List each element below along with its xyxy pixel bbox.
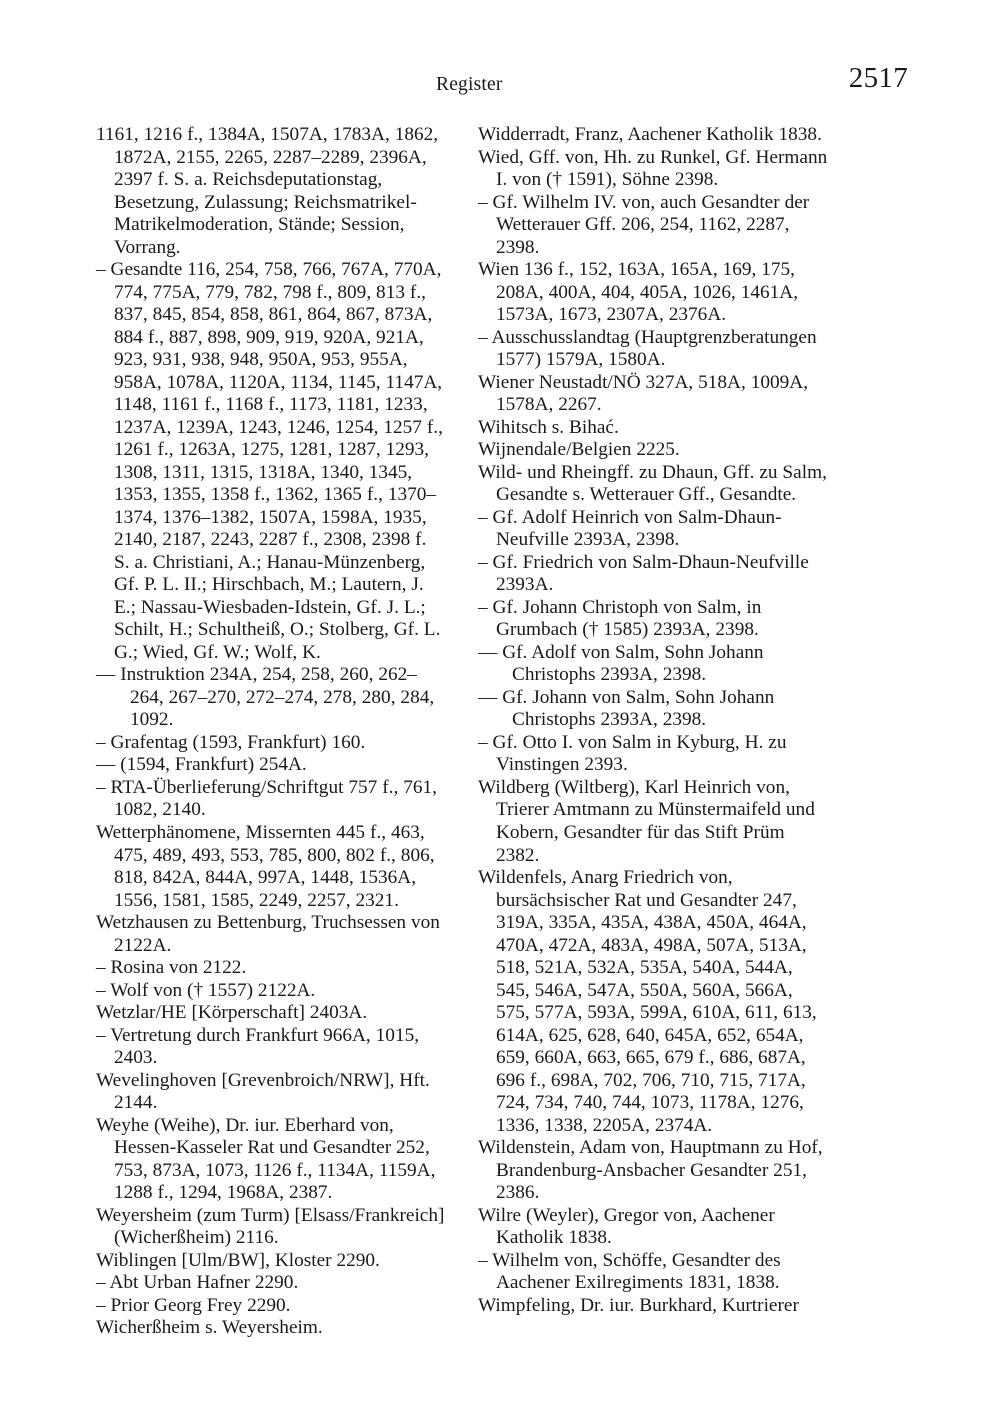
- index-entry: Wilre (Weyler), Gregor von, Aachener Katholik 1838.: [478, 1204, 775, 1249]
- index-columns: [96, 124, 908, 1340]
- index-entry: – Gf. Otto I. von Salm in Kyburg, H. zu Vinstingen 2393.: [478, 731, 787, 776]
- index-entry: Wetzhausen zu Bettenburg, Truchsessen von 2122A.: [96, 912, 440, 956]
- index-entry: Widderradt, Franz, Aachener Katholik 1838.: [478, 124, 822, 145]
- running-head: [96, 62, 908, 108]
- index-entry: – Wolf von († 1557) 2122A.: [96, 979, 316, 1001]
- index-entry: Wetzlar/HE [Körperschaft] 2403A.: [96, 1002, 368, 1024]
- index-entry: Wied, Gff. von, Hh. zu Runkel, Gf. Hermann I. von († 1591), Söhne 2398.: [478, 146, 828, 191]
- index-entry: – Ausschusslandtag (Hauptgrenzberatungen 1577) 1579A, 1580A.: [478, 326, 817, 371]
- index-entry: Wihitsch s. Bihać.: [478, 416, 619, 438]
- index-entry: –– Instruktion 234A, 254, 258, 260, 262–264, 267–270, 272–274, 278, 280, 284, 1092.: [96, 664, 435, 731]
- index-entry: –– Gf. Adolf von Salm, Sohn Johann Christophs 2393A, 2398.: [478, 641, 764, 686]
- index-entry: Wevelinghoven [Grevenbroich/NRW], Hft. 2144.: [96, 1069, 430, 1114]
- running-head-title: Register: [436, 74, 503, 95]
- index-entry: – Gf. Johann Christoph von Salm, in Grumbach († 1585) 2393A, 2398.: [478, 596, 762, 641]
- index-entry: Wijnendale/Belgien 2225.: [478, 439, 680, 461]
- index-entry: – Gf. Adolf Heinrich von Salm-Dhaun-Neufville 2393A, 2398.: [478, 506, 782, 551]
- index-entry: – Gf. Wilhelm IV. von, auch Gesandter der Wetterauer Gff. 206, 254, 1162, 2287, 2398.: [478, 191, 810, 258]
- index-entry: Wien 136 f., 152, 163A, 165A, 169, 175, 208A, 400A, 404, 405A, 1026, 1461A, 1573A, 1673, 2307A, 2376A.: [478, 259, 799, 326]
- index-entry: Wetterphänomene, Missernten 445 f., 463, 475, 489, 493, 553, 785, 800, 802 f., 806, 818, 842A, 844A, 997A, 1448, 1536A, 1556, 1581, 1585, 2249, 2257, 2321.: [96, 821, 435, 911]
- index-entry: Weyersheim (zum Turm) [Elsass/Frankreich] (Wicherßheim) 2116.: [96, 1204, 445, 1249]
- index-entry: Wimpfeling, Dr. iur. Burkhard, Kurtrierer: [478, 1294, 799, 1316]
- index-entry: – Vertretung durch Frankfurt 966A, 1015, 2403.: [96, 1024, 420, 1069]
- index-entry: Wiener Neustadt/NÖ 327A, 518A, 1009A, 1578A, 2267.: [478, 371, 809, 416]
- index-entry: Wildenfels, Anarg Friedrich von, bursächsischer Rat und Gesandter 247, 319A, 335A, 435A, 438A, 450A, 464A, 470A, 472A, 483A, 498A, 507A, 513A, 518, 521A, 532A, 535A, 540A, 544A, 545, 546A, 547A, 550A, 560A, 566A, 575, 577A, 593A, 599A, 610A, 611, 613, 614A, 625, 628, 640, 645A, 652, 654A, 659, 660A, 663, 665, 679 f., 686, 687A, 696 f., 698A, 702, 706, 710, 715, 717A, 724, 734, 740, 744, 1073, 1178A, 1276, 1336, 1338, 2205A, 2374A.: [478, 867, 817, 1136]
- index-column-left: [96, 124, 446, 1340]
- index-entry: Wild- und Rheingff. zu Dhaun, Gff. zu Salm, Gesandte s. Wetterauer Gff., Gesandte.: [478, 461, 827, 506]
- index-entry: – Gesandte 116, 254, 758, 766, 767A, 770A, 774, 775A, 779, 782, 798 f., 809, 813 f., 837, 845, 854, 858, 861, 864, 867, 873A, 884 f., 887, 898, 909, 919, 920A, 921A, 923, 931, 938, 948, 950A, 953, 955A, 958A, 1078A, 1120A, 1134, 1145, 1147A, 1148, 1161 f., 1168 f., 1173, 1181, 1233, 1237A, 1239A, 1243, 1246, 1254, 1257 f., 1261 f., 1263A, 1275, 1281, 1287, 1293, 1308, 1311, 1315, 1318A, 1340, 1345, 1353, 1355, 1358 f., 1362, 1365 f., 1370–1374, 1376–1382, 1507A, 1598A, 1935, 2140, 2187, 2243, 2287 f., 2308, 2398 f. S. a. Christiani, A.; Hanau-Münzenberg, Gf. P. L. II.; Hirschbach, M.; Lautern, J. E.; Nassau-Wiesbaden-Idstein, Gf. J. L.; Schilt, H.; Schultheiß, O.; Stolberg, Gf. L. G.; Wied, Gf. W.; Wolf, K.: [96, 259, 443, 663]
- index-column-right: [478, 124, 828, 1340]
- index-entry: Wiblingen [Ulm/BW], Kloster 2290.: [96, 1249, 380, 1271]
- index-entry: Wicherßheim s. Weyersheim.: [96, 1317, 323, 1339]
- index-entry: 1161, 1216 f., 1384A, 1507A, 1783A, 1862, 1872A, 2155, 2265, 2287–2289, 2396A, 2397 f. S. a. Reichsdeputationstag, Besetzung, Zulassung; Reichsmatrikel-Matrikelmoderation, Stände; Session, Vorrang.: [96, 124, 439, 258]
- index-entry: Wildenstein, Adam von, Hauptmann zu Hof, Brandenburg-Ansbacher Gesandter 251, 2386.: [478, 1137, 823, 1204]
- index-entry: – Abt Urban Hafner 2290.: [96, 1272, 299, 1294]
- index-entry: Wildberg (Wiltberg), Karl Heinrich von, Trierer Amtmann zu Münstermaifeld und Kobern, Gesandter für das Stift Prüm 2382.: [478, 776, 815, 866]
- index-entry: – RTA-Überlieferung/Schriftgut 757 f., 761, 1082, 2140.: [96, 776, 437, 821]
- index-entry: – Prior Georg Frey 2290.: [96, 1294, 291, 1316]
- index-entry: –– (1594, Frankfurt) 254A.: [96, 754, 307, 776]
- index-entry: – Rosina von 2122.: [96, 957, 247, 979]
- index-entry: –– Gf. Johann von Salm, Sohn Johann Christophs 2393A, 2398.: [478, 686, 775, 731]
- page-number: 2517: [848, 62, 908, 94]
- index-entry: – Grafentag (1593, Frankfurt) 160.: [96, 731, 366, 753]
- index-entry: Weyhe (Weihe), Dr. iur. Eberhard von, Hessen-Kasseler Rat und Gesandter 252, 753, 873A, 1073, 1126 f., 1134A, 1159A, 1288 f., 1294, 1968A, 2387.: [96, 1114, 436, 1204]
- index-entry: – Wilhelm von, Schöffe, Gesandter des Aachener Exilregiments 1831, 1838.: [478, 1249, 781, 1294]
- index-entry: – Gf. Friedrich von Salm-Dhaun-Neufville 2393A.: [478, 551, 809, 596]
